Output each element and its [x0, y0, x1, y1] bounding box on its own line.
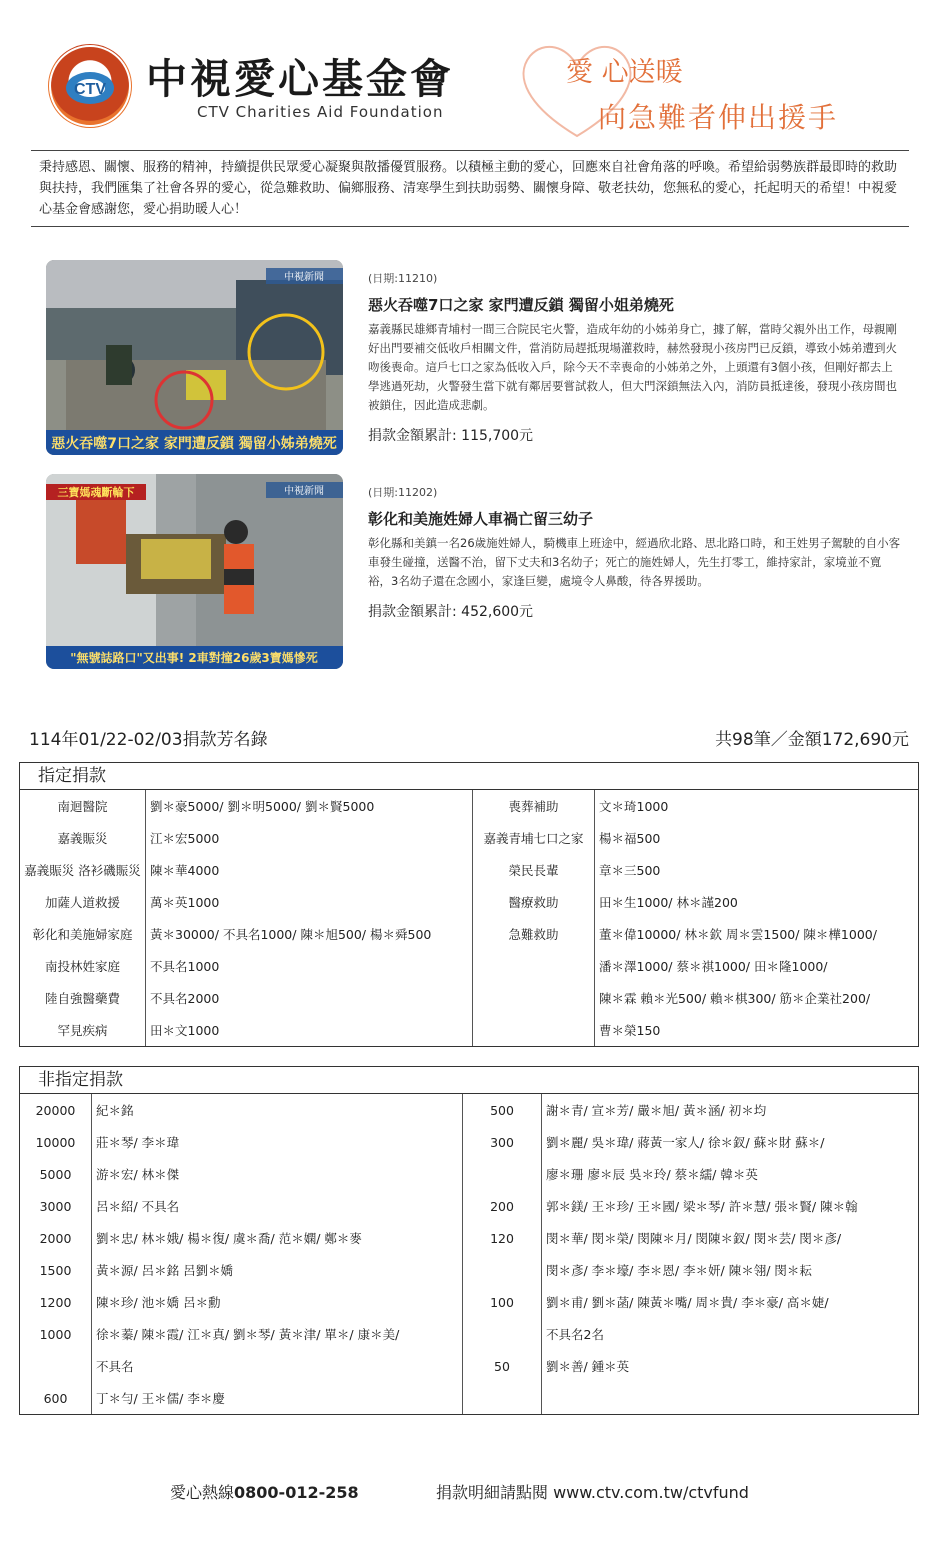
org-name-en: CTV Charities Aid Foundation — [197, 103, 444, 121]
donor-names-cell: 劉＊善/ 鍾＊英 — [546, 1359, 630, 1374]
story-card[interactable] — [46, 260, 906, 470]
designation-cell: 加薩人道救援 — [20, 886, 146, 918]
designation-cell: 榮民長輩 — [473, 854, 595, 886]
amount-cell: 200 — [463, 1190, 542, 1222]
table-row — [20, 1350, 918, 1382]
donor-names-cell: 劉＊忠/ 林＊娥/ 楊＊復/ 虞＊喬/ 范＊嫻/ 鄭＊麥 — [92, 1222, 463, 1254]
story-title[interactable]: 彰化和美施姓婦人車禍亡留三幼子 — [368, 510, 594, 528]
designation-cell — [473, 950, 595, 982]
amount-cell: 20000 — [20, 1094, 92, 1126]
donor-names-cell: 游＊宏/ 林＊傑 — [92, 1158, 463, 1190]
donation-period: 114年01/22-02/03捐款芳名錄 — [29, 730, 268, 750]
amount-cell: 50 — [463, 1350, 542, 1382]
donor-names-cell: 呂＊紹/ 不具名 — [92, 1190, 463, 1222]
table-row — [20, 982, 918, 1014]
table-row — [20, 918, 918, 950]
non-designated-title: 非指定捐款 — [20, 1067, 918, 1094]
news-logo-label: 中視新聞 — [284, 486, 324, 497]
donor-names-cell: 紀＊銘 — [92, 1094, 463, 1126]
designation-cell — [473, 1014, 595, 1046]
amount-cell: 3000 — [20, 1190, 92, 1222]
logo-text: CTV — [74, 81, 106, 98]
table-row — [20, 1014, 918, 1046]
photo-tag: 三寶媽魂斷輪下 — [57, 486, 135, 499]
donor-names-cell: 潘＊澤1000/ 蔡＊祺1000/ 田＊隆1000/ — [599, 959, 828, 974]
donor-names-cell: 閔＊華/ 閔＊榮/ 閔陳＊月/ 閔陳＊釵/ 閔＊芸/ 閔＊彥/ — [546, 1231, 842, 1246]
designation-cell: 嘉義青埔七口之家 — [473, 822, 595, 854]
logo-emblem-icon — [48, 44, 132, 128]
table-row — [20, 1190, 918, 1222]
amount-cell: 600 — [20, 1382, 92, 1414]
news-photo-icon — [46, 474, 343, 669]
donor-names-cell: 江＊宏5000 — [146, 822, 473, 854]
donor-names-cell: 不具名 — [92, 1350, 463, 1382]
table-row — [20, 854, 918, 886]
donor-names-cell: 黃＊源/ 呂＊銘 呂劉＊嬌 — [92, 1254, 463, 1286]
amount-cell — [463, 1254, 542, 1286]
donor-names-cell: 劉＊豪5000/ 劉＊明5000/ 劉＊賢5000 — [146, 790, 473, 822]
photo-caption: "無號誌路口"又出事! 2車對撞26歲3寶媽慘死 — [70, 651, 318, 665]
donor-names-cell: 曹＊榮150 — [599, 1023, 661, 1038]
donation-total: 共98筆／金額172,690元 — [715, 730, 909, 750]
donor-names-cell: 楊＊福500 — [599, 831, 661, 846]
slogan-line-2: 向急難者伸出援手 — [598, 101, 839, 134]
donor-names-cell: 不具名2000 — [146, 982, 473, 1014]
table-row — [20, 1318, 918, 1350]
amount-cell — [20, 1350, 92, 1382]
donor-names-cell: 文＊琦1000 — [599, 799, 669, 814]
donor-names-cell: 黃＊30000/ 不具名1000/ 陳＊旭500/ 楊＊舜500 — [146, 918, 473, 950]
table-row — [20, 1222, 918, 1254]
amount-cell: 100 — [463, 1286, 542, 1318]
designated-table — [20, 790, 918, 1046]
story-photo[interactable] — [46, 474, 343, 669]
designation-cell: 嘉義賑災 洛衫磯賑災 — [20, 854, 146, 886]
amount-cell: 1000 — [20, 1318, 92, 1350]
designation-cell: 急難救助 — [473, 918, 595, 950]
news-photo-icon — [46, 260, 343, 455]
designation-cell: 南投林姓家庭 — [20, 950, 146, 982]
designation-cell: 陸自強醫藥費 — [20, 982, 146, 1014]
table-row — [20, 950, 918, 982]
donor-names-cell: 丁＊勻/ 王＊儒/ 李＊慶 — [92, 1382, 463, 1414]
hotline[interactable] — [170, 1480, 359, 1503]
story-photo[interactable] — [46, 260, 343, 455]
table-row — [20, 790, 918, 822]
designated-donations-table — [19, 762, 919, 1047]
table-row — [20, 1094, 918, 1126]
amount-cell: 10000 — [20, 1126, 92, 1158]
donor-names-cell: 章＊三500 — [599, 863, 661, 878]
intro-paragraph: 秉持感恩、關懷、服務的精神，持續提供民眾愛心凝聚與散播優質服務。以積極主動的愛心，回應來自社會角落的呼喚。希望給弱勢族群最即時的救助與扶持，我們匯集了社會各界的愛心，從急難救助、偏鄉服務、清寒學生到扶助弱勢、關懷身障、敬老扶幼，您無私的愛心，托起明天的希望！中視愛心基金會感謝您，愛心捐助暖人心！ — [31, 150, 909, 227]
amount-cell — [463, 1318, 542, 1350]
story-date: (日期:11202) — [368, 486, 438, 499]
story-date: (日期:11210) — [368, 272, 438, 285]
story-card[interactable] — [46, 474, 906, 684]
donor-names-cell: 田＊文1000 — [146, 1014, 473, 1046]
amount-cell: 1200 — [20, 1286, 92, 1318]
foundation-logo — [48, 44, 132, 128]
slogan-line-1: 愛 心送暖 — [566, 57, 683, 88]
non-designated-donations-table — [19, 1066, 919, 1415]
story-body: 嘉義縣民雄鄉青埔村一間三合院民宅火警，造成年幼的小姊弟身亡，據了解，當時父親外出工作，母親剛好出門要補交低收戶相關文件，當消防局趕抵現場灌救時，赫然發現小孩房門已反鎖，導致小姊弟遭到火吻後喪命。這戶七口之家為低收入戶，除今天不幸喪命的小姊弟之外，上頭還有3個小孩，但剛好都去上學逃過死劫，火警發生當下就有鄰居要嘗試救人，但大門深鎖無法入內，消防員抵達後，發現小孩房間也被鎖住，因此造成悲劇。 — [368, 322, 897, 412]
donor-names-cell: 莊＊琴/ 李＊瑋 — [92, 1126, 463, 1158]
table-row — [20, 822, 918, 854]
designation-cell — [473, 982, 595, 1014]
donor-names-cell: 陳＊珍/ 池＊嬌 呂＊勳 — [92, 1286, 463, 1318]
hotline-label: 愛心熱線 — [170, 1483, 235, 1502]
donor-names-cell — [542, 1382, 919, 1414]
amount-cell: 2000 — [20, 1222, 92, 1254]
donor-names-cell: 劉＊麗/ 吳＊瑋/ 蔣黃一家人/ 徐＊釵/ 蘇＊財 蘇＊/ — [546, 1135, 825, 1150]
donor-names-cell: 田＊生1000/ 林＊謹200 — [599, 895, 738, 910]
designation-cell: 罕見疾病 — [20, 1014, 146, 1046]
org-name: 中視愛心基金會 — [146, 55, 454, 103]
donor-names-cell: 董＊偉10000/ 林＊欽 周＊雲1500/ 陳＊樺1000/ — [599, 927, 877, 942]
news-logo-label: 中視新聞 — [284, 272, 324, 283]
donor-names-cell: 郭＊鎂/ 王＊珍/ 王＊國/ 梁＊琴/ 許＊慧/ 張＊賢/ 陳＊翰 — [546, 1199, 858, 1214]
donor-names-cell: 劉＊甫/ 劉＊菡/ 陳黃＊嘴/ 周＊貴/ 李＊豪/ 高＊婕/ — [546, 1295, 829, 1310]
donor-names-cell: 陳＊華4000 — [146, 854, 473, 886]
story-body: 彰化縣和美鎮一名26歲施姓婦人，騎機車上班途中，經過欣北路、思北路口時，和王姓男子駕駛的自小客車發生碰撞，送醫不治，留下丈夫和3名幼子；死亡的施姓婦人，先生打零工，維持家計，家境並不寬裕，3名幼子還在念國小，家逢巨變，處境令人鼻酸，待各界援助。 — [368, 536, 901, 588]
story-amount: 捐款金額累計: 115,700元 — [368, 428, 534, 444]
donor-names-cell: 不具名2名 — [546, 1327, 604, 1342]
designation-cell: 醫療救助 — [473, 886, 595, 918]
designation-cell: 嘉義賑災 — [20, 822, 146, 854]
designation-cell: 彰化和美施婦家庭 — [20, 918, 146, 950]
amount-cell — [463, 1158, 542, 1190]
donor-names-cell: 謝＊青/ 宣＊芳/ 嚴＊旭/ 黃＊涵/ 初＊均 — [546, 1103, 767, 1118]
designation-cell: 南迴醫院 — [20, 790, 146, 822]
donor-names-cell: 不具名1000 — [146, 950, 473, 982]
donor-names-cell: 萬＊英1000 — [146, 886, 473, 918]
hotline-number[interactable]: 0800-012-258 — [234, 1483, 359, 1502]
designation-cell: 喪葬補助 — [473, 790, 595, 822]
table-row — [20, 1286, 918, 1318]
donor-names-cell: 閔＊彥/ 李＊壕/ 李＊恩/ 李＊妍/ 陳＊翎/ 閔＊耘 — [546, 1263, 812, 1278]
amount-cell: 500 — [463, 1094, 542, 1126]
detail-link[interactable]: 捐款明細請點閱 www.ctv.com.tw/ctvfund — [436, 1483, 749, 1502]
table-row — [20, 886, 918, 918]
table-row — [20, 1126, 918, 1158]
amount-cell: 300 — [463, 1126, 542, 1158]
amount-cell: 1500 — [20, 1254, 92, 1286]
table-row — [20, 1254, 918, 1286]
amount-cell — [463, 1382, 542, 1414]
story-amount: 捐款金額累計: 452,600元 — [368, 604, 534, 620]
donor-names-cell: 廖＊珊 廖＊辰 吳＊玲/ 蔡＊繻/ 韓＊英 — [546, 1167, 758, 1182]
amount-cell: 5000 — [20, 1158, 92, 1190]
donor-names-cell: 陳＊霖 賴＊光500/ 賴＊棋300/ 筋＊企業社200/ — [599, 991, 871, 1006]
table-row — [20, 1158, 918, 1190]
photo-caption: 惡火吞噬7口之家 家門遭反鎖 獨留小姊弟燒死 — [51, 436, 337, 452]
non-designated-table — [20, 1094, 918, 1414]
table-row — [20, 1382, 918, 1414]
amount-cell: 120 — [463, 1222, 542, 1254]
story-title[interactable]: 惡火吞噬7口之家 家門遭反鎖 獨留小姐弟燒死 — [368, 296, 674, 314]
designated-title: 指定捐款 — [20, 763, 918, 790]
page-header — [0, 0, 939, 148]
donor-names-cell: 徐＊蓁/ 陳＊霞/ 江＊真/ 劉＊琴/ 黃＊津/ 單＊/ 康＊美/ — [92, 1318, 463, 1350]
